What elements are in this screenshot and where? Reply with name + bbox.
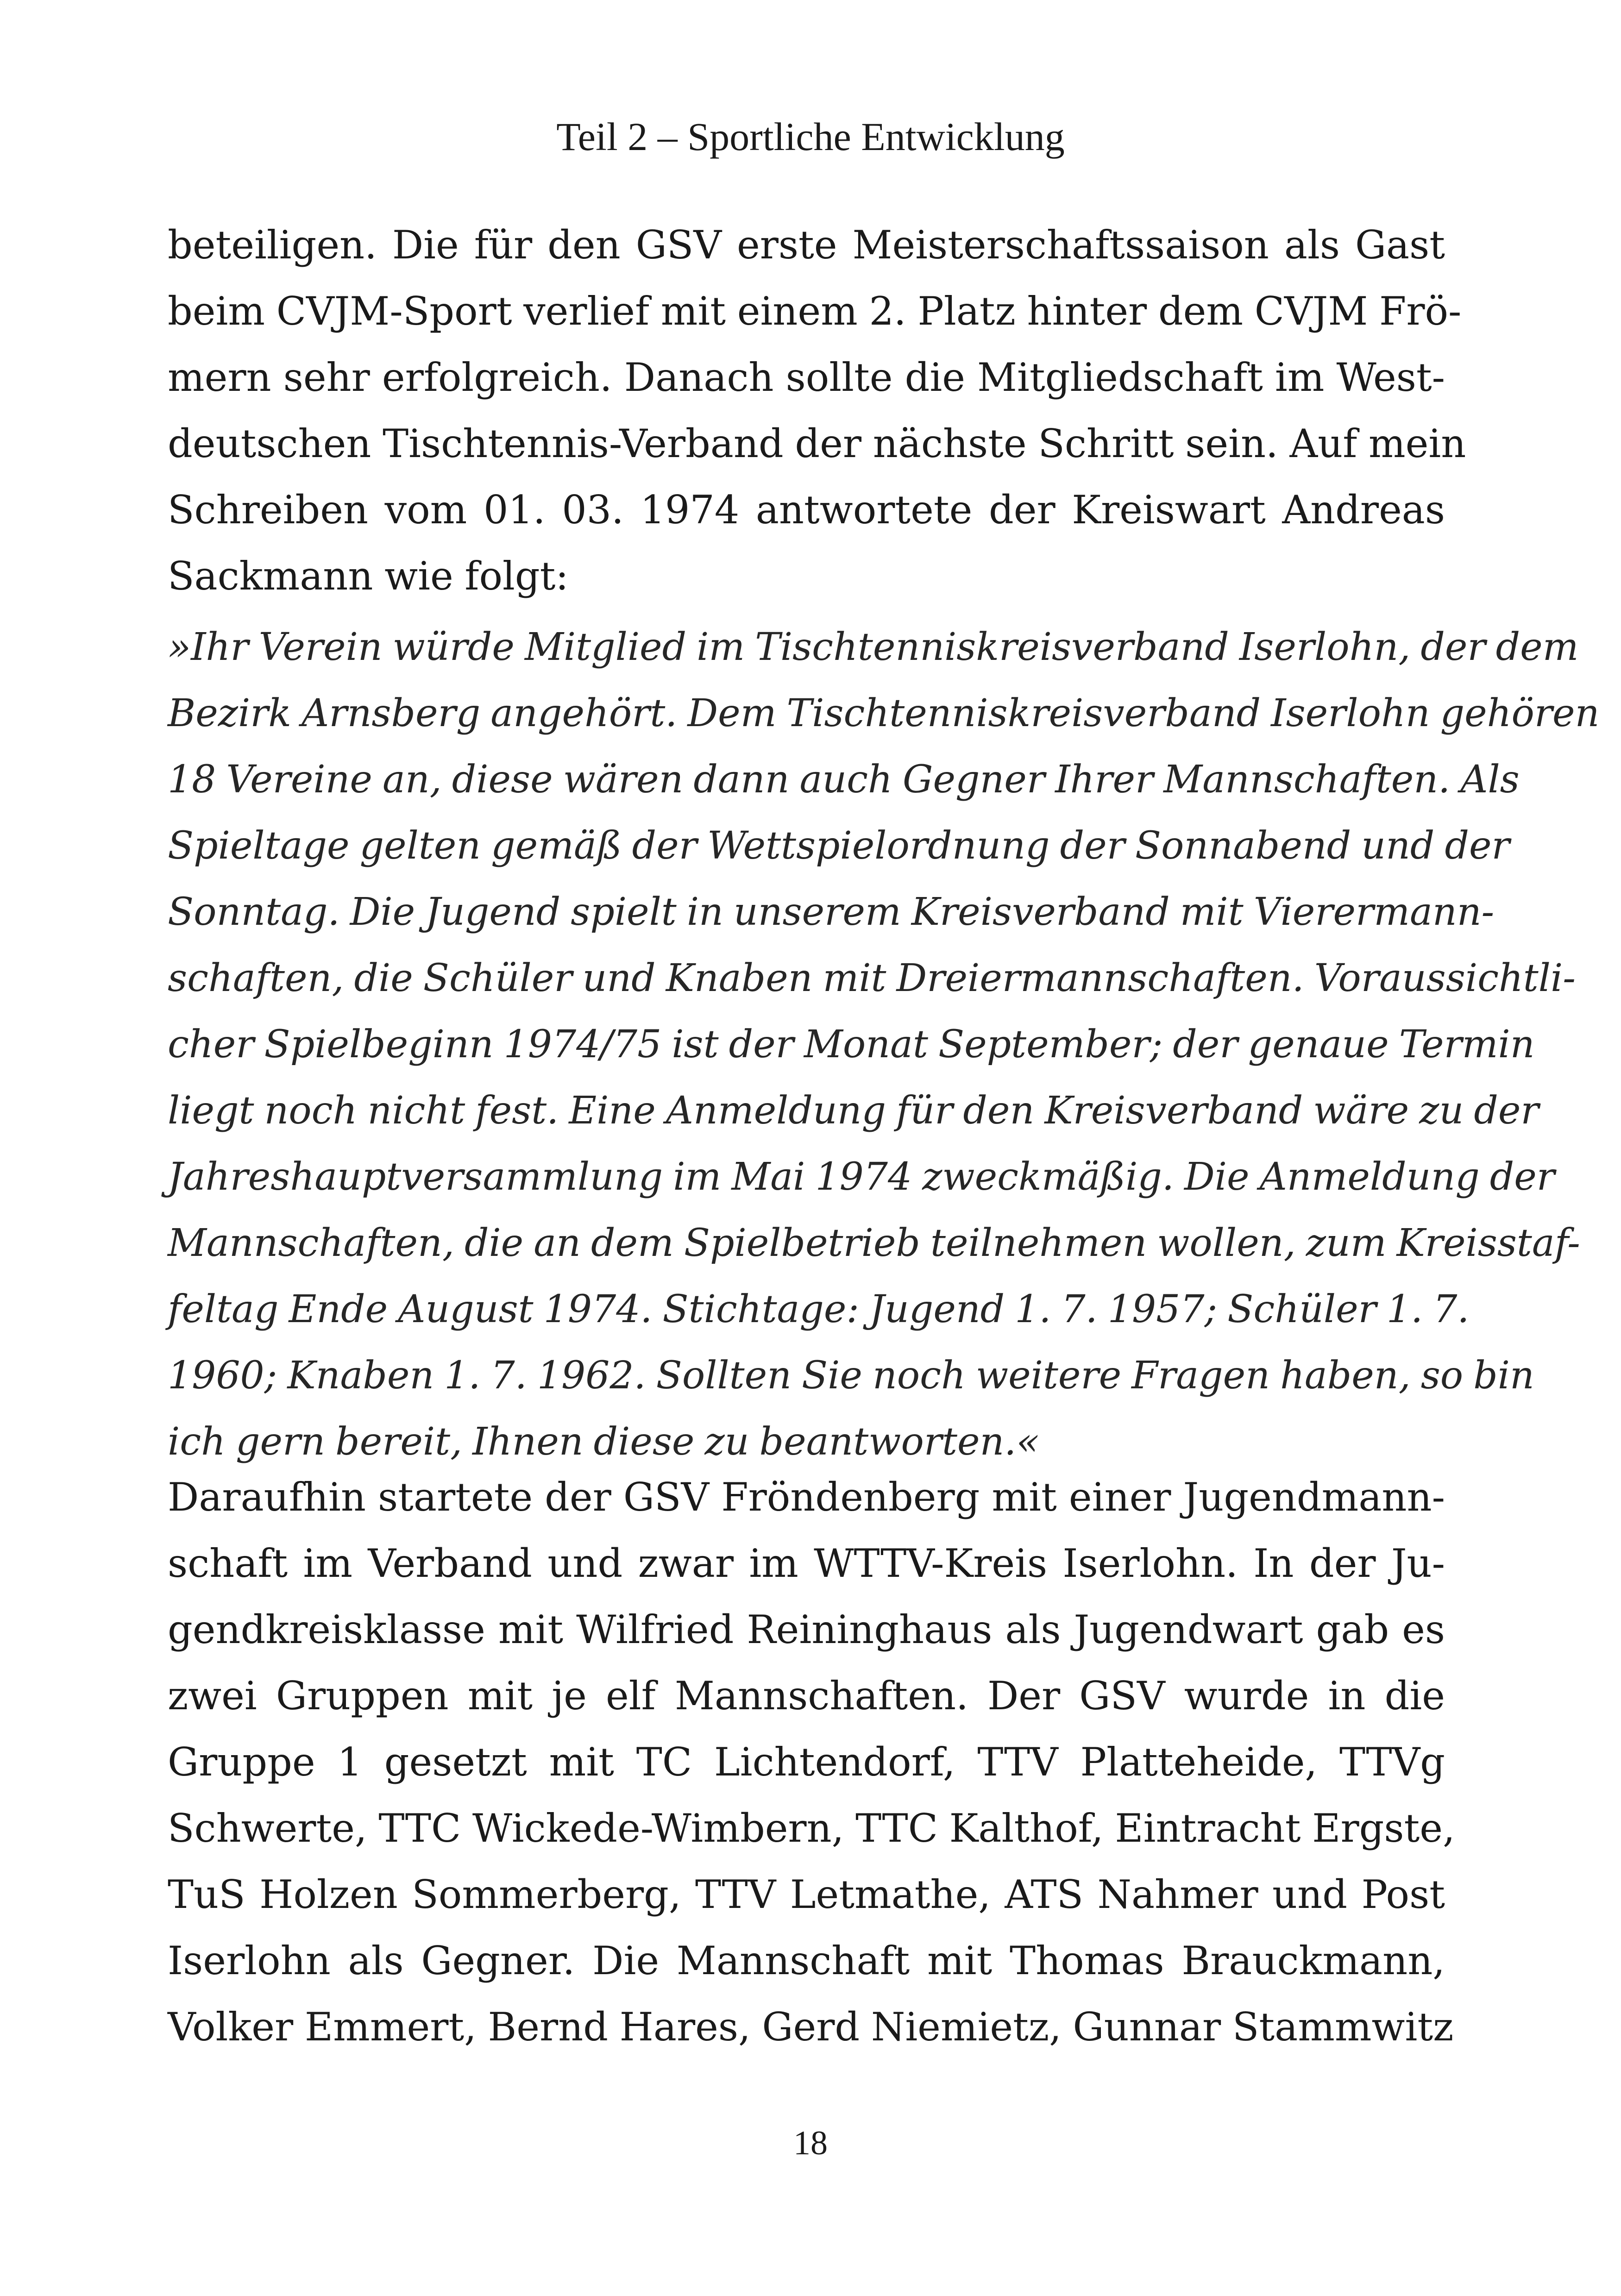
quote-line: »Ihr Verein würde Mitglied im Tischtenniskreisverband Iserlohn, der dem (168, 625, 1579, 669)
quote-line: Jahreshauptversammlung im Mai 1974 zweckmäßig. Die Anmeldung der (168, 1155, 1555, 1199)
quote-line: 18 Vereine an, diese wären dann auch Gegner Ihrer Mannschaften. Als (168, 758, 1520, 802)
quote-line: ich gern bereit, Ihnen diese zu beantworten.« (168, 1420, 1040, 1464)
text-line: beim CVJM-Sport verlief mit einem 2. Platz hinter dem CVJM Frö- (168, 289, 1462, 334)
running-header: Teil 2 – Sportliche Entwicklung (556, 114, 1065, 159)
block-quote (168, 614, 1600, 1475)
text-line: beteiligen. Die für den GSV erste Meisterschaftssaison als Gast (168, 222, 1445, 268)
quote-line: Bezirk Arnsberg angehört. Dem Tischtenniskreisverband Iserlohn gehören (168, 691, 1600, 735)
quote-line: 1960; Knaben 1. 7. 1962. Sollten Sie noch weitere Fragen haben, so bin (168, 1354, 1534, 1398)
text-line: Volker Emmert, Bernd Hares, Gerd Niemietz, Gunnar Stammwitz (168, 2004, 1454, 2050)
quote-line: Spieltage gelten gemäß der Wettspielordnung der Sonnabend und der (168, 824, 1510, 868)
quote-line: liegt noch nicht fest. Eine Anmeldung für den Kreisverband wäre zu der (168, 1089, 1539, 1133)
page-number: 18 (793, 2124, 828, 2162)
quote-line: feltag Ende August 1974. Stichtage: Jugend 1. 7. 1957; Schüler 1. 7. (168, 1287, 1470, 1331)
text-line: Sackmann wie folgt: (168, 553, 569, 599)
text-line: Schreiben vom 01. 03. 1974 antwortete der Kreiswart Andreas (168, 487, 1445, 533)
text-line: mern sehr erfolgreich. Danach sollte die Mitgliedschaft im West- (168, 355, 1445, 400)
quote-line: cher Spielbeginn 1974/75 ist der Monat September; der genaue Termin (168, 1023, 1535, 1066)
text-line: Iserlohn als Gegner. Die Mannschaft mit Thomas Brauckmann, (168, 1938, 1445, 1983)
quote-line: schaften, die Schüler und Knaben mit Dreiermannschaften. Voraussichtli- (168, 956, 1576, 1000)
text-line: deutschen Tischtennis-Verband der nächste Schritt sein. Auf mein (168, 421, 1466, 466)
text-line: gendkreisklasse mit Wilfried Reininghaus als Jugendwart gab es (168, 1607, 1445, 1652)
quote-line: Sonntag. Die Jugend spielt in unserem Kreisverband mit Vierermann- (168, 890, 1495, 934)
body-paragraph (168, 1464, 1455, 2060)
text-line: TuS Holzen Sommerberg, TTV Letmathe, ATS Nahmer und Post (168, 1872, 1445, 1917)
quote-line: Mannschaften, die an dem Spielbetrieb teilnehmen wollen, zum Kreisstaf- (168, 1221, 1580, 1265)
text-line: Schwerte, TTC Wickede-Wimbern, TTC Kalthof, Eintracht Ergste, (168, 1806, 1455, 1851)
text-line: schaft im Verband und zwar im WTTV-Kreis Iserlohn. In der Ju- (168, 1541, 1445, 1586)
text-line: zwei Gruppen mit je elf Mannschaften. Der GSV wurde in die (168, 1673, 1445, 1719)
text-line: Gruppe 1 gesetzt mit TC Lichtendorf, TTV Platteheide, TTVg (168, 1739, 1445, 1785)
text-line: Daraufhin startete der GSV Fröndenberg mit einer Jugendmann- (168, 1474, 1445, 1520)
body-paragraph (168, 212, 1466, 609)
